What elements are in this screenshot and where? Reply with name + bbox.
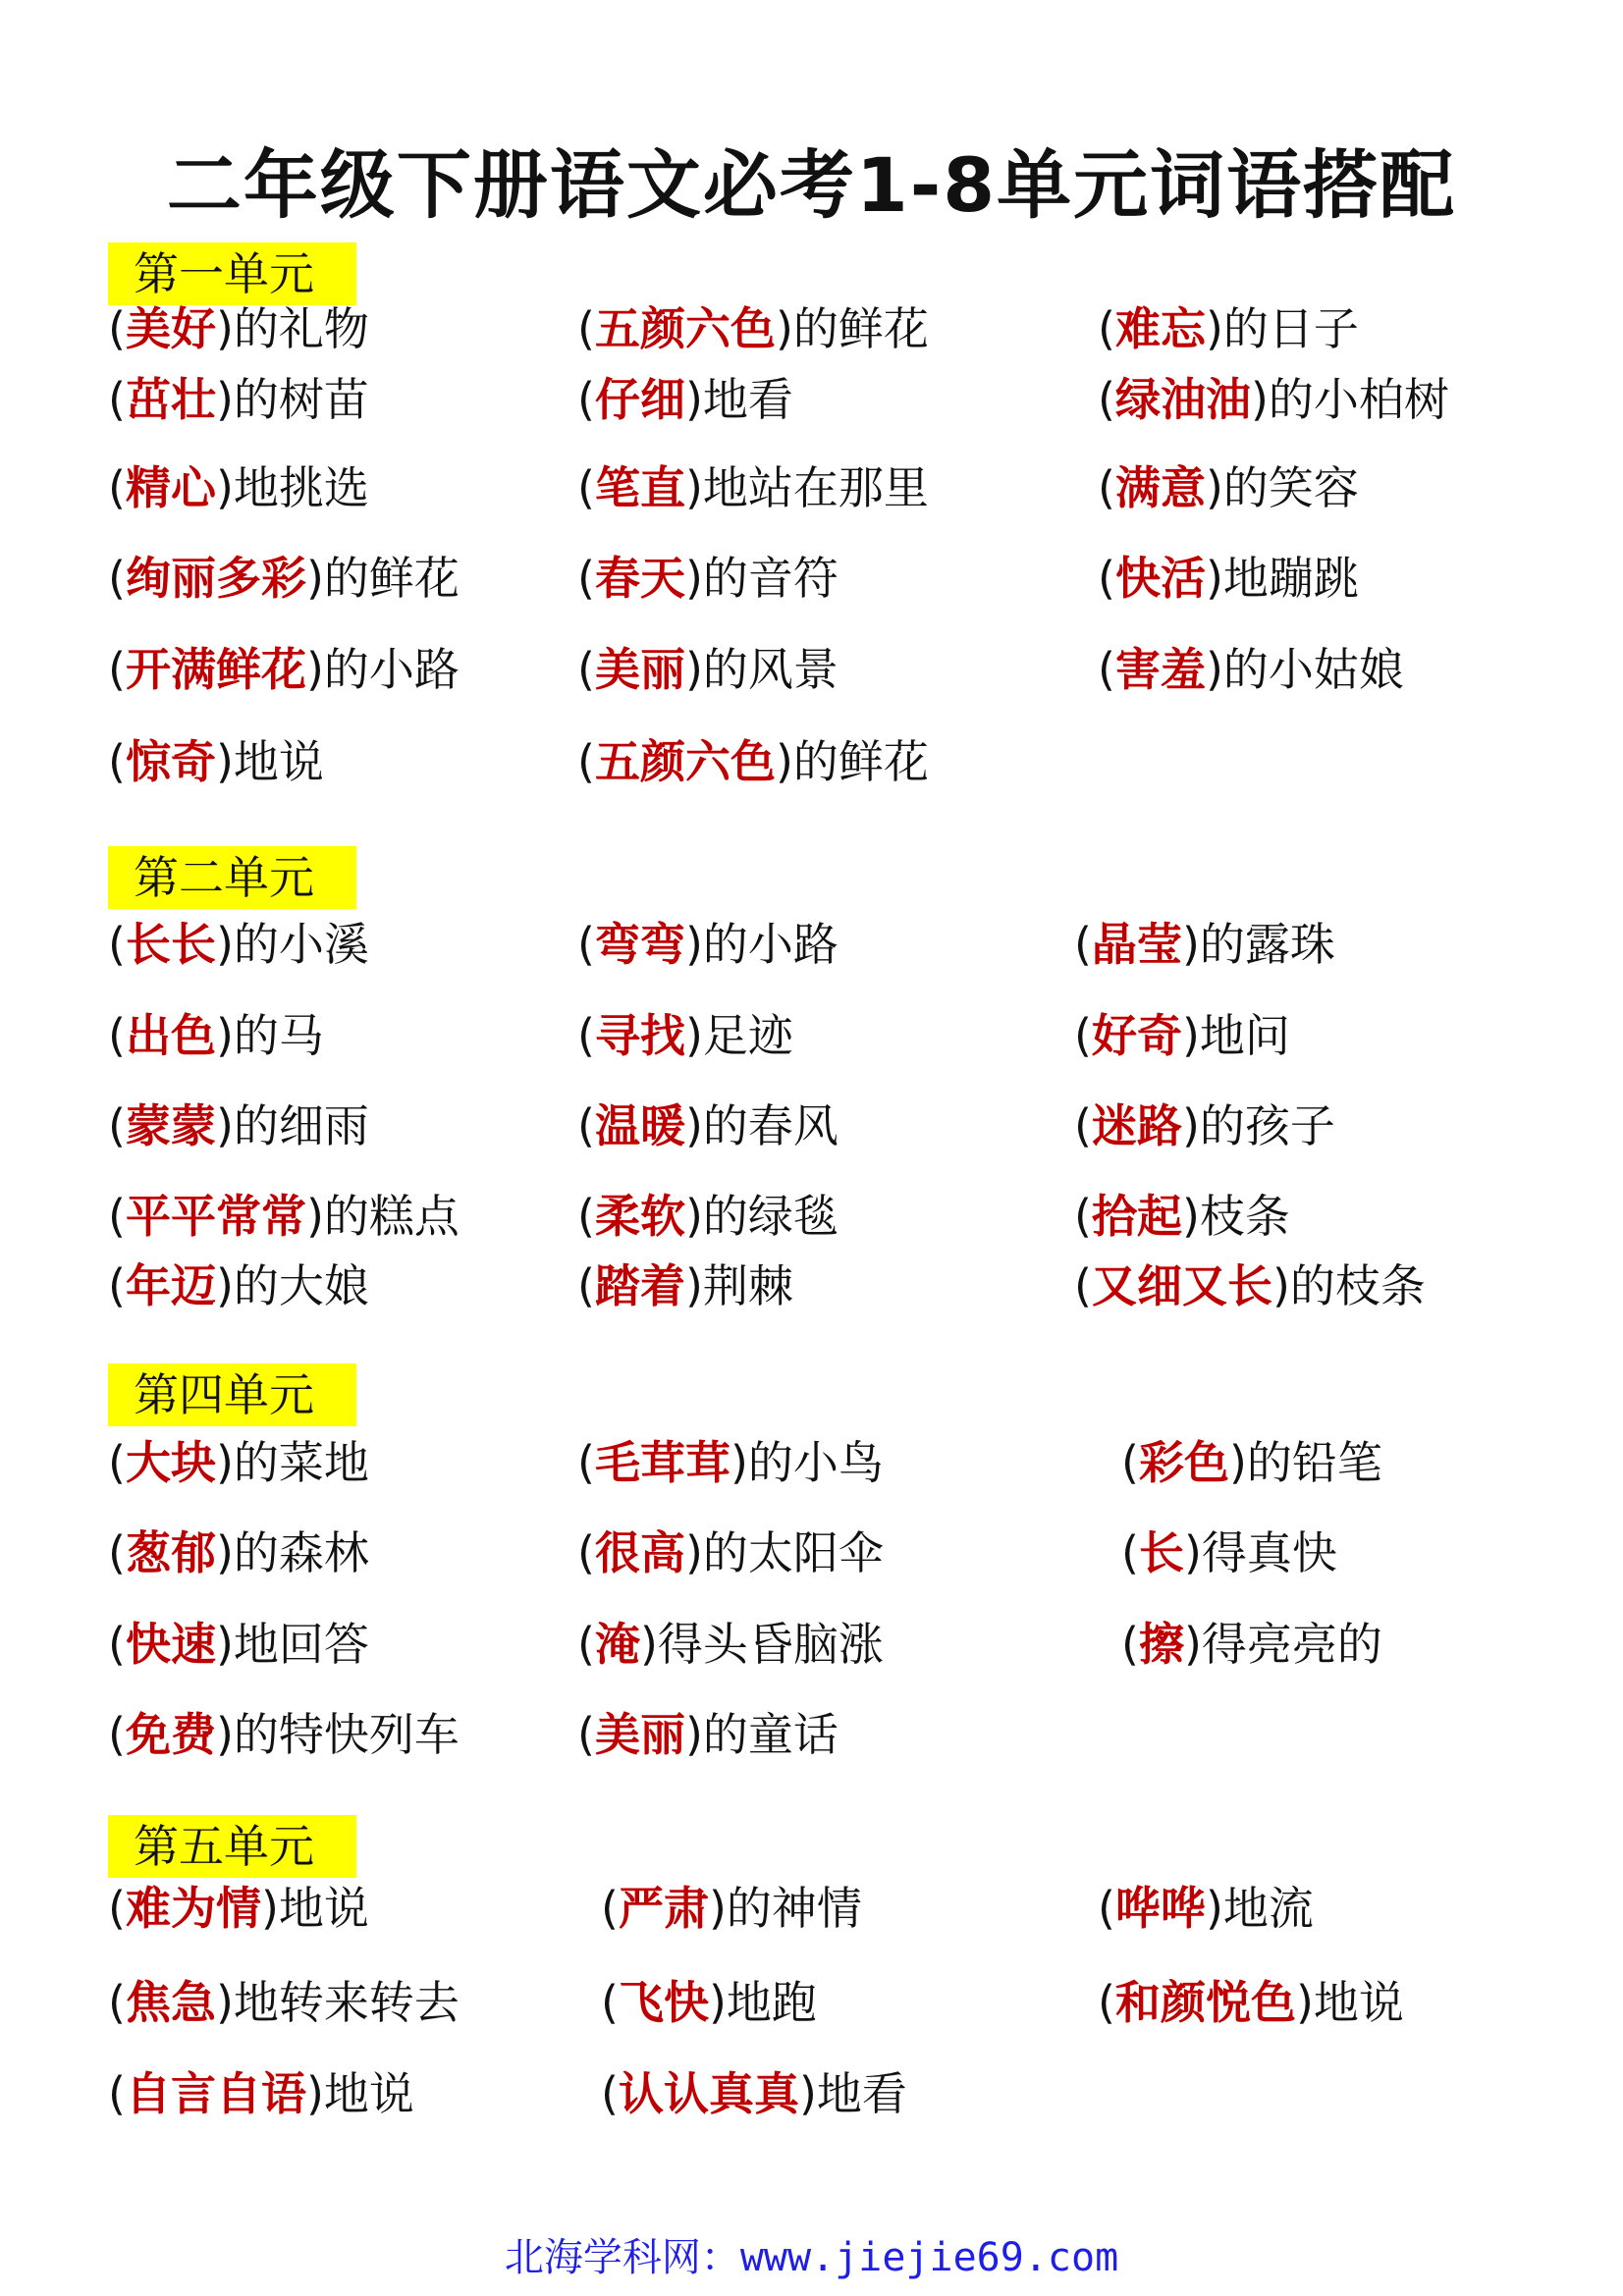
answer-word: 绿油油	[1114, 373, 1251, 426]
answer-word: 春天	[594, 552, 685, 605]
answer-word: 严肃	[618, 1882, 709, 1935]
open-paren: (	[1098, 302, 1115, 355]
unit-label: 第四单元	[108, 1363, 356, 1426]
phrase-item	[577, 732, 929, 791]
close-paren: )	[684, 1009, 703, 1062]
open-paren: (	[1121, 1618, 1139, 1671]
footer	[0, 2226, 1623, 2282]
close-paren: )	[215, 918, 234, 971]
phrase-rest: 的森林	[233, 1526, 369, 1579]
open-paren: (	[1074, 918, 1092, 971]
phrase-item	[577, 1705, 839, 1764]
phrase-rest: 地转来转去	[233, 1976, 460, 2029]
open-paren: (	[1098, 461, 1115, 514]
answer-word: 柔软	[594, 1190, 685, 1243]
open-paren: (	[577, 1190, 595, 1243]
close-paren: )	[775, 735, 793, 788]
open-paren: (	[577, 461, 595, 514]
answer-word: 拾起	[1091, 1190, 1182, 1243]
phrase-item	[108, 2064, 414, 2123]
answer-word: 难忘	[1114, 302, 1206, 355]
phrase-rest: 的风景	[702, 643, 839, 696]
close-paren: )	[684, 1190, 703, 1243]
phrase-item	[1074, 915, 1335, 974]
phrase-item	[1098, 299, 1359, 358]
phrase-item	[577, 1006, 793, 1065]
answer-word: 难为情	[125, 1882, 261, 1935]
close-paren: )	[1250, 373, 1269, 426]
phrase-item	[1098, 370, 1449, 429]
close-paren: )	[215, 735, 234, 788]
phrase-rest: 荆棘	[702, 1259, 793, 1312]
phrase-rest: 地跑	[726, 1976, 817, 2029]
answer-word: 美好	[125, 302, 216, 355]
open-paren: (	[601, 2067, 619, 2120]
phrase-rest: 的绿毯	[702, 1190, 839, 1243]
open-paren: (	[1098, 373, 1115, 426]
phrase-item	[1121, 1433, 1382, 1492]
open-paren: (	[1074, 1009, 1092, 1062]
open-paren: (	[108, 735, 126, 788]
phrase-rest: 的枝条	[1289, 1259, 1426, 1312]
close-paren: )	[1181, 918, 1200, 971]
phrase-item	[108, 640, 460, 699]
answer-word: 惊奇	[125, 735, 216, 788]
open-paren: (	[108, 1009, 126, 1062]
phrase-item	[108, 458, 369, 517]
phrase-rest: 地回答	[233, 1618, 369, 1671]
phrase-rest: 的树苗	[233, 373, 369, 426]
phrase-rest: 地说	[233, 735, 324, 788]
open-paren: (	[108, 2067, 126, 2120]
phrase-item	[577, 1187, 839, 1246]
phrase-rest: 的鲜花	[792, 735, 929, 788]
answer-word: 寻找	[594, 1009, 685, 1062]
close-paren: )	[215, 1099, 234, 1152]
phrase-item	[108, 1615, 369, 1674]
close-paren: )	[1271, 1259, 1290, 1312]
close-paren: )	[305, 643, 324, 696]
phrase-item	[108, 732, 324, 791]
close-paren: )	[215, 1618, 234, 1671]
open-paren: (	[1098, 643, 1115, 696]
answer-word: 快活	[1114, 552, 1206, 605]
answer-word: 笔直	[594, 461, 685, 514]
open-paren: (	[1098, 1882, 1115, 1935]
close-paren: )	[1205, 552, 1223, 605]
close-paren: )	[1181, 1190, 1200, 1243]
answer-word: 弯弯	[594, 918, 685, 971]
close-paren: )	[639, 1618, 658, 1671]
phrase-rest: 足迹	[702, 1009, 793, 1062]
open-paren: (	[577, 1009, 595, 1062]
close-paren: )	[708, 1976, 727, 2029]
close-paren: )	[260, 1882, 279, 1935]
close-paren: )	[215, 461, 234, 514]
open-paren: (	[108, 1259, 126, 1312]
phrase-rest: 地蹦跳	[1222, 552, 1359, 605]
phrase-item	[601, 1973, 817, 2032]
phrase-rest: 的露珠	[1199, 918, 1335, 971]
answer-word: 毛茸茸	[594, 1436, 730, 1489]
phrase-item	[108, 1523, 369, 1582]
open-paren: (	[108, 461, 126, 514]
close-paren: )	[708, 1882, 727, 1935]
close-paren: )	[1181, 1009, 1200, 1062]
answer-word: 满意	[1114, 461, 1206, 514]
phrase-item	[577, 549, 839, 608]
phrase-rest: 的糕点	[323, 1190, 460, 1243]
phrase-rest: 的细雨	[233, 1099, 369, 1152]
answer-word: 哗哗	[1114, 1882, 1206, 1935]
close-paren: )	[1205, 302, 1223, 355]
open-paren: (	[108, 1436, 126, 1489]
open-paren: (	[108, 1618, 126, 1671]
close-paren: )	[305, 552, 324, 605]
phrase-rest: 的春风	[702, 1099, 839, 1152]
close-paren: )	[798, 2067, 817, 2120]
phrase-item	[577, 1256, 793, 1315]
phrase-item	[108, 1187, 460, 1246]
phrase-rest: 的小路	[702, 918, 839, 971]
open-paren: (	[108, 1190, 126, 1243]
open-paren: (	[577, 552, 595, 605]
close-paren: )	[684, 373, 703, 426]
open-paren: (	[108, 1526, 126, 1579]
page-title: 二年级下册语文必考1-8单元词语搭配	[166, 141, 1457, 229]
close-paren: )	[215, 1976, 234, 2029]
open-paren: (	[108, 1099, 126, 1152]
phrase-rest: 的笑容	[1222, 461, 1359, 514]
close-paren: )	[775, 302, 793, 355]
phrase-rest: 的铅笔	[1246, 1436, 1382, 1489]
answer-word: 平平常常	[125, 1190, 306, 1243]
phrase-item	[1121, 1615, 1382, 1674]
answer-word: 好奇	[1091, 1009, 1182, 1062]
close-paren: )	[684, 1099, 703, 1152]
phrase-item	[577, 299, 929, 358]
close-paren: )	[1183, 1618, 1202, 1671]
close-paren: )	[684, 1259, 703, 1312]
answer-word: 免费	[125, 1708, 216, 1761]
phrase-item	[108, 1096, 369, 1155]
phrase-rest: 得头昏脑涨	[657, 1618, 884, 1671]
phrase-rest: 地看	[702, 373, 793, 426]
phrase-rest: 地问	[1199, 1009, 1290, 1062]
open-paren: (	[577, 373, 595, 426]
open-paren: (	[1074, 1259, 1092, 1312]
open-paren: (	[1074, 1099, 1092, 1152]
answer-word: 迷路	[1091, 1099, 1182, 1152]
answer-word: 美丽	[594, 1708, 685, 1761]
phrase-rest: 的礼物	[233, 302, 369, 355]
phrase-rest: 地看	[816, 2067, 907, 2120]
phrase-rest: 地流	[1222, 1882, 1314, 1935]
phrase-item	[577, 1615, 884, 1674]
close-paren: )	[684, 1708, 703, 1761]
open-paren: (	[601, 1976, 619, 2029]
close-paren: )	[730, 1436, 748, 1489]
footer-url: www.jiejie69.com	[739, 2235, 1119, 2280]
phrase-rest: 的太阳伞	[702, 1526, 884, 1579]
close-paren: )	[1183, 1526, 1202, 1579]
phrase-rest: 的小溪	[233, 918, 369, 971]
answer-word: 害羞	[1114, 643, 1206, 696]
phrase-item	[577, 640, 839, 699]
answer-word: 飞快	[618, 1976, 709, 2029]
phrase-rest: 得真快	[1201, 1526, 1337, 1579]
phrase-rest: 的大娘	[233, 1259, 369, 1312]
close-paren: )	[1295, 1976, 1314, 2029]
phrase-item	[108, 1973, 460, 2032]
close-paren: )	[684, 552, 703, 605]
open-paren: (	[577, 1259, 595, 1312]
phrase-item	[108, 1433, 369, 1492]
answer-word: 美丽	[594, 643, 685, 696]
phrase-rest: 枝条	[1199, 1190, 1290, 1243]
answer-word: 焦急	[125, 1976, 216, 2029]
open-paren: (	[577, 1099, 595, 1152]
open-paren: (	[577, 918, 595, 971]
phrase-item	[108, 299, 369, 358]
open-paren: (	[108, 552, 126, 605]
unit-label: 第一单元	[108, 242, 356, 305]
answer-word: 认认真真	[618, 2067, 799, 2120]
phrase-rest: 的日子	[1222, 302, 1359, 355]
answer-word: 晶莹	[1091, 918, 1182, 971]
phrase-rest: 的鲜花	[792, 302, 929, 355]
close-paren: )	[1205, 643, 1223, 696]
answer-word: 长长	[125, 918, 216, 971]
close-paren: )	[684, 461, 703, 514]
phrase-rest: 的马	[233, 1009, 324, 1062]
phrase-rest: 的特快列车	[233, 1708, 460, 1761]
open-paren: (	[577, 1618, 595, 1671]
open-paren: (	[108, 302, 126, 355]
phrase-rest: 地说	[278, 1882, 369, 1935]
answer-word: 绚丽多彩	[125, 552, 306, 605]
phrase-rest: 的小鸟	[747, 1436, 884, 1489]
phrase-rest: 地站在那里	[702, 461, 929, 514]
phrase-rest: 的小路	[323, 643, 460, 696]
phrase-item	[577, 915, 839, 974]
open-paren: (	[108, 1976, 126, 2029]
phrase-item	[108, 370, 369, 429]
answer-word: 彩色	[1138, 1436, 1229, 1489]
answer-word: 葱郁	[125, 1526, 216, 1579]
answer-word: 快速	[125, 1618, 216, 1671]
phrase-item	[108, 1705, 460, 1764]
close-paren: )	[215, 373, 234, 426]
close-paren: )	[1228, 1436, 1247, 1489]
open-paren: (	[577, 1526, 595, 1579]
phrase-item	[1098, 640, 1404, 699]
close-paren: )	[1181, 1099, 1200, 1152]
open-paren: (	[1098, 552, 1115, 605]
close-paren: )	[1205, 461, 1223, 514]
answer-word: 蒙蒙	[125, 1099, 216, 1152]
phrase-item	[1098, 1973, 1404, 2032]
phrase-item	[577, 370, 793, 429]
footer-site: 北海学科网：	[504, 2235, 740, 2280]
phrase-item	[577, 458, 929, 517]
phrase-item	[601, 1879, 862, 1938]
answer-word: 踏着	[594, 1259, 685, 1312]
phrase-item	[108, 549, 460, 608]
open-paren: (	[108, 373, 126, 426]
phrase-item	[577, 1096, 839, 1155]
close-paren: )	[684, 643, 703, 696]
answer-word: 仔细	[594, 373, 685, 426]
open-paren: (	[108, 1882, 126, 1935]
close-paren: )	[305, 1190, 324, 1243]
phrase-item	[577, 1433, 884, 1492]
close-paren: )	[215, 1436, 234, 1489]
phrase-item	[1074, 1006, 1290, 1065]
phrase-rest: 得亮亮的	[1201, 1618, 1382, 1671]
open-paren: (	[108, 1708, 126, 1761]
phrase-item	[108, 1006, 324, 1065]
phrase-item	[1098, 549, 1359, 608]
answer-word: 大块	[125, 1436, 216, 1489]
answer-word: 年迈	[125, 1259, 216, 1312]
phrase-rest: 的鲜花	[323, 552, 460, 605]
answer-word: 五颜六色	[594, 302, 776, 355]
close-paren: )	[215, 302, 234, 355]
answer-word: 五颜六色	[594, 735, 776, 788]
open-paren: (	[577, 1708, 595, 1761]
open-paren: (	[1074, 1190, 1092, 1243]
open-paren: (	[577, 643, 595, 696]
open-paren: (	[1098, 1976, 1115, 2029]
phrase-item	[577, 1523, 884, 1582]
answer-word: 出色	[125, 1009, 216, 1062]
phrase-rest: 地说	[323, 2067, 414, 2120]
phrase-rest: 的孩子	[1199, 1099, 1335, 1152]
answer-word: 很高	[594, 1526, 685, 1579]
answer-word: 和颜悦色	[1114, 1976, 1296, 2029]
close-paren: )	[684, 918, 703, 971]
open-paren: (	[108, 918, 126, 971]
open-paren: (	[1121, 1436, 1139, 1489]
close-paren: )	[215, 1009, 234, 1062]
phrase-rest: 的小柏树	[1268, 373, 1449, 426]
phrase-item	[108, 1256, 369, 1315]
answer-word: 精心	[125, 461, 216, 514]
open-paren: (	[1121, 1526, 1139, 1579]
answer-word: 开满鲜花	[125, 643, 306, 696]
open-paren: (	[601, 1882, 619, 1935]
phrase-rest: 地说	[1313, 1976, 1404, 2029]
answer-word: 擦	[1138, 1618, 1184, 1671]
phrase-rest: 的菜地	[233, 1436, 369, 1489]
phrase-rest: 的小姑娘	[1222, 643, 1404, 696]
close-paren: )	[305, 2067, 324, 2120]
answer-word: 茁壮	[125, 373, 216, 426]
answer-word: 自言自语	[125, 2067, 306, 2120]
open-paren: (	[577, 1436, 595, 1489]
phrase-rest: 的童话	[702, 1708, 839, 1761]
answer-word: 长	[1138, 1526, 1184, 1579]
answer-word: 又细又长	[1091, 1259, 1272, 1312]
open-paren: (	[577, 735, 595, 788]
phrase-item	[1098, 458, 1359, 517]
close-paren: )	[215, 1526, 234, 1579]
close-paren: )	[215, 1259, 234, 1312]
phrase-item	[1098, 1879, 1314, 1938]
phrase-rest: 的音符	[702, 552, 839, 605]
close-paren: )	[684, 1526, 703, 1579]
open-paren: (	[577, 302, 595, 355]
phrase-item	[108, 1879, 369, 1938]
close-paren: )	[1205, 1882, 1223, 1935]
phrase-item	[108, 915, 369, 974]
phrase-rest: 地挑选	[233, 461, 369, 514]
unit-label: 第五单元	[108, 1815, 356, 1878]
phrase-item	[1074, 1256, 1426, 1315]
answer-word: 温暖	[594, 1099, 685, 1152]
answer-word: 淹	[594, 1618, 640, 1671]
unit-label: 第二单元	[108, 846, 356, 909]
phrase-item	[1074, 1187, 1290, 1246]
phrase-item	[1121, 1523, 1337, 1582]
close-paren: )	[215, 1708, 234, 1761]
phrase-item	[601, 2064, 907, 2123]
phrase-item	[1074, 1096, 1335, 1155]
open-paren: (	[108, 643, 126, 696]
phrase-rest: 的神情	[726, 1882, 862, 1935]
